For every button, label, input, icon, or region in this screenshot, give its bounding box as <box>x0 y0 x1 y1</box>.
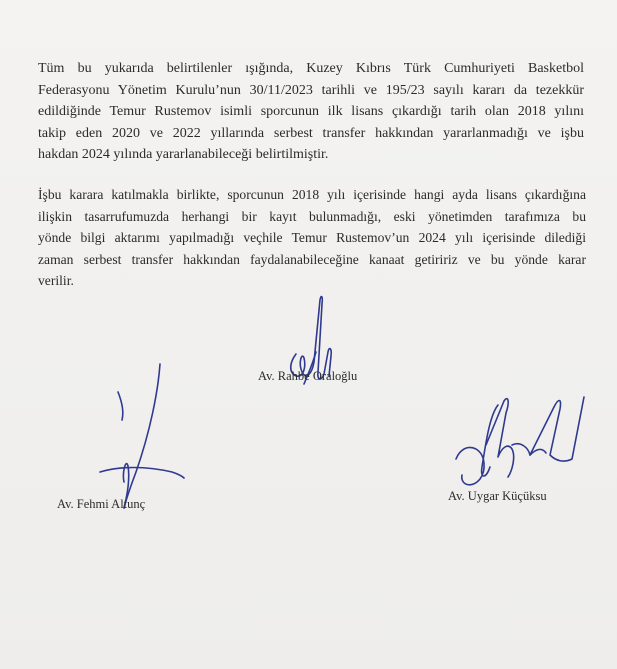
paragraph-decision <box>38 58 584 166</box>
text-line: edildiğinde Temur Rustemov isimli sporcunun ilk lisans çıkardığı tarih olan 2018 yılını <box>38 104 584 120</box>
text-line: yönde bilgi aktarımı yapılmadığı veçhile Temur Rustemov’un 2024 yılı içerisinde dilediği <box>38 230 586 245</box>
signatory-name: Av. Fehmi Altunç <box>57 497 146 511</box>
signatory-name: Av. Uygar Küçüksu <box>448 489 547 503</box>
text-line: zaman serbest transfer hakkından faydalanabileceğine kanaat getiririz ve bu yönde karar <box>38 251 586 267</box>
text-line: verilir. <box>38 273 74 288</box>
signature-3 <box>446 385 586 495</box>
text-line: ilişkin tasarrufumuzda herhangi bir kayıt bulunmadığı, eski yönetimden tarafımıza bu <box>38 208 586 224</box>
text-line: Tüm bu yukarıda belirtilenler ışığında, Kuzey Kıbrıs Türk Cumhuriyeti Basketbol <box>38 61 584 76</box>
text-line: takip eden 2020 ve 2022 yıllarında serbest transfer hakkından yararlanmadığı ve işbu <box>38 125 584 141</box>
text-line: Federasyonu Yönetim Kurulu’nun 30/11/2023 tarihli ve 195/23 sayılı kararı da tezekkür <box>38 82 584 98</box>
text-line: İşbu karara katılmakla birlikte, sporcunun 2018 yılı içerisinde hangi ayda lisans çıkardığına <box>38 187 586 202</box>
text-line: hakdan 2024 yılında yararlanabileceği belirtilmiştir. <box>38 147 329 163</box>
paragraph-concurrence <box>38 184 586 292</box>
signature-2 <box>98 362 188 512</box>
signatory-name: Av. Rahbe Oraloğlu <box>258 369 358 383</box>
